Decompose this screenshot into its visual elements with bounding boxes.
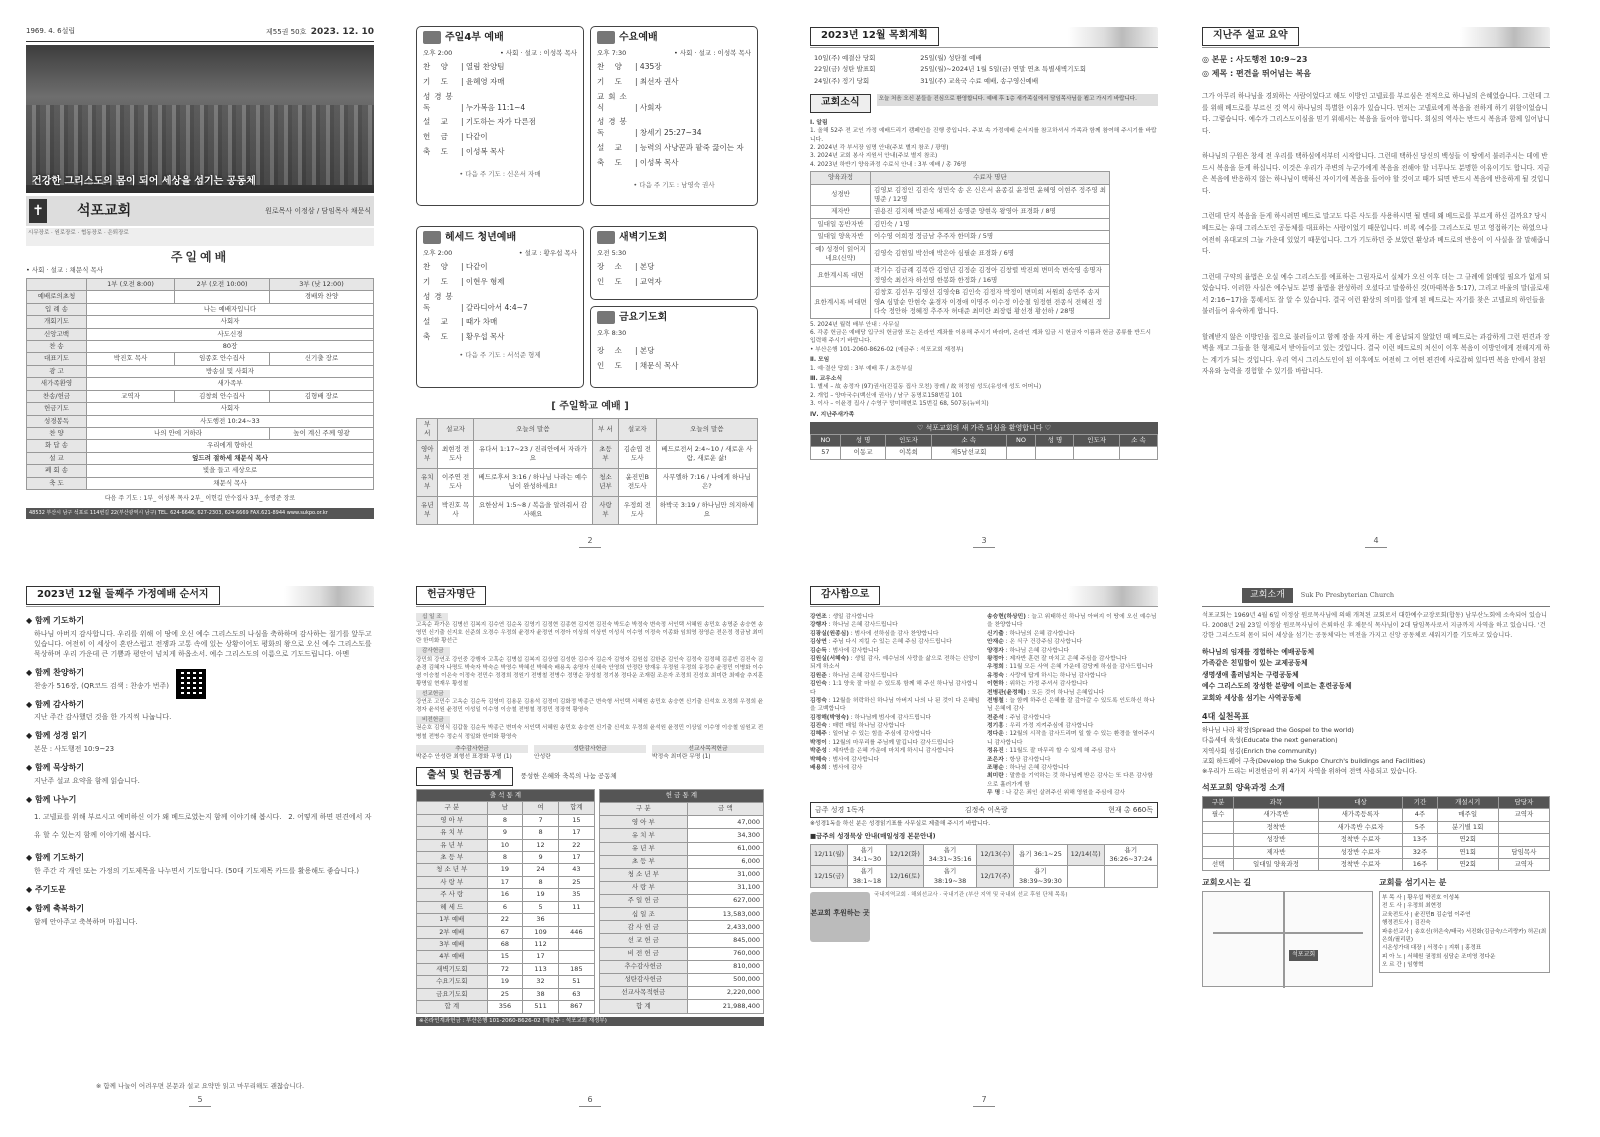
bible-reading-count: 금주 성경 1독자 김정숙 이옥랑 현재 총 660독	[810, 802, 1158, 818]
sermon-body: 그가 아무리 하나님을 경외하는 사람이었다고 해도 이방인 고넬료를 부르심은 전적으로 하나님의 은혜였습니다. 그런데 그를 위해 베드로를 부르신 것 역시 하나님의 특별한 이유가 있습니다. 먼저는 고넬료에게 복음을 전하게 하기 위함이었습니다. 그렇습니다. 예수가 그리스도이심을 믿기 위해서는 복음을 들어야 합니다. 회심의 역사는 반드시 복음과 함께 일어납니다. 하나님의 구원은 창세 전 우리를 택하심에서부터 시작합니다. 그런데 택하신 당신의 백성들 이 땅에서 불러주시는 데에 반드시 복음을 듣게 하십니다. 이것은 우리가 주변의 누군가에게 복음을 전해야 할 너무나도 분명한 이유이기도 합니다. 지금은 복음에 반응하지 않는 하나님이 택하신 자이기에 복음을 들어야 할 것이고 때가 되면 반드시 복음에 반응하게 될 것입니다. 그런데 단지 복음을 듣게 하시려면 베드로 말고도 다른 사도를 사용하시면 될 텐데 왜 베드로를 부르게 하신 걸까요? 당시 베드로는 유대 그리스도인 공동체를 대표하는 사람이었기 때문입니다. 비록 예수를 그리스도로 믿고 영접하기는 하였으나 여전히 유대교의 그늘 가운데 있었기 때문입니다. 그가 기도하던 중 보았던 환상과 베드로의 반응이 이 사실을 잘 말해줍니다. 그런데 구약의 율법은 오실 예수 그리스도를 예표하는 그림자로서 실체가 오신 이후 더는 그 규례에 얽매일 필요가 없게 되었습니다. 이러한 사실은 예수님도 분명 율법을 완성하러 오셨다고 말씀하신 것(마태복음 5:17), 그리고 바울의 말(골로새서 2:16~17)을 통해서도 잘 알 수 있습니다. 결국 이런 환상의 의미를 알게 된 베드로는 자기를 찾은 고넬료의 하인들을 불러들여 유숙하게 합니다. 할례받지 않은 이방인을 집으로 불러들이고 함께 잠을 자게 하는 게 용납되지 않았던 때 베드로는 과감하게 그런 편견과 장벽을 깨고 그들을 한 형제로서 받아들이고 있는 것입니다. 결국 이런 베드로의 처신이 이후 복음이 이방인에게 전해지게 하는 계기가 되는 것입니다. 우리 역시 그리스도인이 된 이후에도 여전히 그 어떤 편견에 사로잡혀 있다면 복음 안에서 참된 자유와 능력을 경험할 수 있기를 바랍니다.	[1202, 92, 1550, 376]
list-item: 강행자 : 하나님 은혜 감사드립니다	[810, 622, 898, 629]
service-title: 주일예배	[170, 250, 230, 265]
page-7	[810, 585, 1158, 1111]
sunday-school-title: [ 주일학교 예배 ]	[551, 401, 629, 412]
table-row: 성경반 김영보 김정인 김진숙 성민숙 송 온 신은서 윤종길 윤정연 윤혜영 이현주 정주영 최명준 / 12명	[811, 184, 1110, 206]
intro-english: Suk Po Presbyterian Church	[1300, 590, 1395, 599]
table-row: 화 답 송 우리에게 향하신	[27, 440, 374, 452]
table-row: 예) 성경이 읽어지네요(신약) 김영숙 김현일 박선애 박은아 심필순 표경화 / 6명	[811, 243, 1110, 265]
table-row: 찬송/헌금 교역자 김창희 안수집사 김형배 장로	[27, 390, 374, 402]
cover-motto: 건강한 그리스도의 몸이 되어 세상을 섬기는 공동체	[32, 175, 256, 187]
sermon-title: 지난주 설교 요약	[1202, 27, 1299, 46]
box-title: 주일4부 예배	[445, 32, 504, 43]
new-family-table: NO 성 명 인도자 소 속 NO 성 명 인도자 소 속 57 이동교 이복희 제5남선교회	[810, 434, 1158, 460]
table-row: 예배로의초청 경배와 찬양	[27, 291, 374, 303]
flower-decoration	[284, 586, 374, 606]
table-row: 유치부 이주연 전도사 베드로후서 3:16 / 하나님 나라는 예수님이 완성하세요! 청소년부 윤진민B 전도사 사무엘하 7:16 / 나에게 하나님은?	[417, 468, 758, 496]
attendance-table: 출 석 통 계 구 분 남 여 합계 영 아 부 8 7 15 유 치 부 9 8 17 유 년 부 10 12 22 초 등 부 8 9 17 청 소 년 부 19 24 43 사 랑 부 17 8 25 주 사 랑 16 19 35 헤 세 드 6 5 11 1부 예배 22 36 2부 예배 67 109 446 3부 예배 68 112 4부 예배 15 17 새벽기도회 72 113 185 수요기도회 19 32 51 금요기도회 25 38 63 합 계 356 511 867	[416, 789, 595, 1014]
table-row: 새벽기도회 72 113 185	[417, 963, 595, 975]
table-row: 개회기도 사회자	[27, 316, 374, 328]
list-item: 김정숙 : 12월을 허락하신 하나님 아버지 나의 나 된 것이 다 은혜임을 고백합니다	[810, 697, 980, 713]
service-box-dawn: 새벽기도회 오전 5:30 장 소 | 본당 인 도 | 교역자	[590, 226, 758, 300]
offering-stats-table: 헌 금 통 계 구 분 금 액 영 아 부 47,000 유 치 부 34,300 유 년 부 61,000 초 등 부 6,000 청 소 년 부 31,000 사 랑 부 31,100 주 일 헌 금 627,000 십 일 조 13,583,000 감 사 헌 금 2,433,000 선 교 헌 금 845,000 비 전 헌 금 760,000 추수감사헌금 810,000 성탄감사헌금 500,000 선교사목적헌금 2,220,000 합 계 21,988,400	[599, 789, 764, 1014]
page-3: 2023년 12월 목회계획 10일(주) 예결산 당회 25일(월) 성탄절 예배 22일(금) 성탄 발표회 25일(월)~2024년 1월 5일(금) 연말 연초 특별새벽기도회 24일(주) 정기 당회 31일(주) 교육국 수료 예배, 송구영신예배 교회소식 오늘 처음 오신 분들을 진심으로 환영합니다. 예배 후 1층 새가족실에서 담임목사님을 뵙고 가시기 바랍니다. Ⅰ. 알림 1. 올해 52주 전 교인 가정 예배드리기 캠페인을 진행 중입니다. 주보 속 가정예배 순서지를 참고하셔서 가족과 함께 참여해 주시기를 바랍니다. 2. 2024년 각 부서장 임명 안내(주보 별지 참조 / 광명) 3. 2024년 교회 봉사 지원서 안내(주보 별지 참조) 4. 2023년 하반기 양육과정 수료식 안내 : 3부 예배 / 총 76명 양육과정 수료자 명단 성경반 김영보 김정인 김진숙 성민숙 송 온 신은서 윤종길 윤정연 윤혜영 이현주 정주영 최명준 / 12명 제자반 권용진 김지해 박준성 배재선 송명준 양현옥 왕영아 표경화 / 8명 일대일 동반자반 김민숙 / 1명 일대일 양육자반 이수영 이희정 정금남 추주자 한미화 / 5명 예) 성경이 읽어지네요(신약) 김영숙 김현일 박선애 박은아 심필순 표경화 / 6명 요한계시록 대면 곽기수 김금례 김복란 김엄년 김정순 김정아 김창렬 박진희 변미숙 변숙영 송명자 정영숙 최선자 하선영 한봉화 한정화 / 16명 요한계시록 비대면 김창호 김선우 김영선 김영숙B 김인숙 김정자 박정이 변미희 서원희 송민주 송지영A 심말순 안현숙 윤경자 이경애 이명주 이수정 이승철 임정현 전종식 전혜진 정다숙 정안하 정혜정 추주자 허대준 최미란 최장림 황선경 황선하 / 28명 5. 2024년 월력 배부 안내 : 사무실 6. 각종 헌금은 예배당 입구의 헌금함 또는 온라인 계좌를 이용해 주시기 바라며, 온라인 계좌 입금 시 헌금자 이름과 헌금 종류를 반드시 입력해 주시기 바랍니다. • 부산은행 101-2060-8626-02 (예금주 : 석포교회 재정부) Ⅱ. 모임 1. 예·결산 당회 : 3부 예배 후 / 초등부실 Ⅲ. 교우소식 1. 별세 – 故 송정자 (97)권사(진길동 집사 모친) 장례 / 故 허정임 성도(유성애 성도 어머니) 2. 개업 – 양마국수(백신애 권사) / 남구 동명로158번길 101 3. 이사 – 이윤경 집사 / 수영구 망미해변로 15번길 68, 507동(뉴비치) Ⅳ. 지난주새가족 ♡ 석포교회의 새 가족 되심을 환영합니다 ♡ NO 성 명 인도자 소 속 NO 성 명 인도자 소 속 57 이동교 이복희 제5남선교회 3	[810, 26, 1158, 552]
thanks-title: 감사함으로	[810, 586, 880, 605]
list-item: 최미란 : 말씀을 기억하는 것 하나님께 받은 감사는 또 다른 감사함으로 흘러가게 함	[987, 773, 1153, 788]
news-title: 교회소식	[810, 94, 871, 113]
table-row: 초 등 부 6,000	[599, 855, 763, 868]
list-item: 안재순 : 온 식구 건강주심 감사합니다	[987, 639, 1083, 646]
cross-logo: ✝	[29, 199, 47, 223]
list-item: 배용희 : 범사에 감사	[810, 765, 863, 772]
sermon-text: ◎ 본문 : 사도행전 10:9~23	[1202, 55, 1308, 64]
col-3: 3부 (낮 12:00)	[270, 278, 374, 290]
list-item: 김상연 : 주님 다시 지킬 수 있는 은혜 주심 감사드립니다	[810, 639, 952, 646]
table-row: 일대일 양육자반 이수영 이희정 정금남 추주자 한미화 / 5명	[811, 231, 1110, 243]
table-row: 대표기도 박진호 목사 임종호 안수집사 신기출 장로	[27, 353, 374, 365]
list-item: 무 명 : 나 같은 죄인 살려주신 위해 영원을 주심에 감사	[987, 790, 1126, 797]
reading-table: 12/11(월) 욥기 34:1~30 12/12(화) 욥기 34:31~35:16 12/13(수) 욥기 36:1~25 12/14(목) 욥기 36:26~37:24 12/15(금) 욥기 38:1~18 12/16(토) 욥기 38:19~38 12/17(주) 욥기 38:39~39:30	[810, 844, 1158, 889]
table-row: 57 이동교 이복희 제5남선교회	[811, 447, 1158, 459]
list-item: 송승현(하상민) : 늘고 위태하신 하나님 아버지 이 땅에 오신 예수님을 찬양합니다	[987, 614, 1157, 629]
church-map[interactable]	[1202, 891, 1373, 987]
table-row: 성장반 정착반 수료자 13주 연2회	[1203, 834, 1550, 846]
offering-list: 십 일 조 고옥순 곽가은 김병선 김복지 김수연 김순옥 김영기 김정현 김종현 김지현 김진숙 박도순 박정숙 변숙정 서인택 서혜원 송민호 송명준 송승현 송영민 신기출 신지호 신준희 오경수 우정희 윤경자 윤정연 이경아 이상희 이상빈 이성식 이수영 이정숙 이종화 임희영 장영순 전은정 정금남 최미란 한미화 황선근 감사헌금 강민희 강연조 강인중 강행자 고혹순 김병섭 김복지 김상엽 김성한 김수자 김순자 김영자 김원섭 김한준 김인숙 김정숙 김정혜 김종빈 김진숙 김춘경 김혜자 나명도 박숙자 박숙순 박영수 박혜선 박혜숙 배용옥 송명자 신혜숙 안영희 안정란 양재유 우정원 우정희 유정수 윤정민 이병화 이수영 이승철 이은숙 이정숙 전민수 정경희 정원기 전병철 전병수 정명순 장성철 정기봉 정다운 조재림 조은자 조정희 진성호 최미란 최예슬 추지훈 황명일 현재우 황성철 선교헌금 강연조 고민수 고옥순 김순득 김영미 김용문 김용석 김정미 김화정 박종근 변숙형 서인택 서혜원 송민호 송승현 신기출 신석호 오정희 우정희 윤경자 윤석원 윤정민 이성일 이수영 이승철 전병철 정정민 정장혁 황영숙 비전헌금 권순호 김영식 김갑돌 김순득 박종근 변미숙 서인택 서혜원 송민호 송승현 신기출 신석호 우정희 윤석원 윤정민 이상일 이수영 이승철 임원교 전병철 전병수 정순식 정일화 한미화 황영숙	[416, 614, 764, 740]
stats-title: 출석 및 헌금통계	[416, 767, 513, 786]
next-prayer: 다음 주 기도 : 1부_ 이성복 목사 2부_ 이헌길 안수집사 3부_ 송명준 장로	[104, 495, 296, 503]
table-row: 제자반 성장반 수료자 32주 연1회 담임목사	[1203, 846, 1550, 858]
table-row: 헌금기도 사회자	[27, 403, 374, 415]
news-intro: 오늘 처음 오신 분들을 진심으로 환영합니다. 예배 후 1층 새가족실에서 담임목사님을 뵙고 가시기 바랍니다.	[877, 94, 1158, 106]
church-name: 석포교회	[77, 202, 132, 219]
table-row: 요한계시록 비대면 김창호 김선우 김영선 김영숙B 김인숙 김정자 박정이 변미희 서원희 송민주 송지영A 심말순 안현숙 윤경자 이경애 이명주 이수정 이승철 임정현 전종식 전혜진 정다숙 정안하 정혜정 추주자 허대준 최미란 최장림 황선경 황선하 / 28명	[811, 287, 1110, 318]
table-row: 초 등 부 8 9 17	[417, 852, 595, 864]
box-title: 금요기도회	[619, 312, 668, 323]
table-row: 2부 예배 67 109 446	[417, 926, 595, 938]
box-title: 새벽기도회	[619, 232, 668, 243]
flower-decoration	[1460, 27, 1550, 47]
table-row: 사 랑 부 31,100	[599, 881, 763, 894]
staff-title: 교회를 섬기시는 분	[1379, 878, 1447, 888]
service-box-youth: 헤세드 청년예배 오후 2:00 • 설교 : 황우섭 목사 찬 양 | 다같이 기 도 | 이현우 형제 성경봉독 | 갈라디아서 4:4~7 설 교 | 때가 차매 축 도 | 황우섭 목사 • 다음 주 기도 : 서석준 형제	[416, 226, 584, 388]
page-number: 2	[416, 535, 764, 548]
table-row: 광 고 방송실 및 사회자	[27, 365, 374, 377]
intro-text: 석포교회는 1969년 4월 6일 이정삼 원로목사님에 의해 개척된 교회로서 대한예수교장로회(합동) 남부산노회에 소속되어 있습니다. 2008년 2월 23일 이정삼 원로목사님이 은퇴하신 후 채문식 목사님이 2대 담임목사로서 지금까지 사역을 하고 있습니다. '건강한 그리스도의 몸이 되어 세상을 섬기는 공동체'라는 비전을 가지고 신앙 공동체로 세워지기를 기도하고 있습니다.	[1202, 612, 1547, 639]
list-item: 조평순 : 하나님 은혜 감사합니다	[987, 765, 1070, 772]
course-title: 석포교회 양육과정 소개	[1202, 783, 1285, 793]
page-number: 6	[416, 1094, 764, 1107]
map-church-marker: 석포교회	[1289, 950, 1318, 961]
table-row: 영아부 최현정 전도사 유다서 1:17~23 / 진리안에서 자라가요 초등부 김순엽 전도사 베드로전서 2:4~10 / 새로운 사람, 새로운 삶!	[417, 440, 758, 468]
table-row: 영 아 부 8 7 15	[417, 814, 595, 826]
flower-decoration	[1068, 586, 1158, 606]
page-1: 1969. 4. 6설립 제55권 50호 2023. 12. 10 건강한 그리스도의 몸이 되어 세상을 섬기는 공동체 ✝ 석포교회 원로목사 이정삼 / 담임목사 채문식 시무장로 · 원로장로 · 협동장로 · 은퇴장로 주일예배 • 사회 · 설교 : 채문식 목사 1부 (오전 8:00) 2부 (오전 10:00) 3부 (낮 12:00) 예배로의초청 경배와 찬양 입 례 송 나는 예배자입니다 개회기도 사회자 신앙고백 사도신경 찬 송 80장 대표기도 박진호 목사 임종호 안수집사 신기출 장로 광 고 방송실 및 사회자 새가족환영 새가족부 찬송/헌금 교역자 김창희 안수집사 김형배 장로 헌금기도 사회자 성경봉독 사도행전 10:24~33 찬 양 나의 안에 거하라 높이 계신 주께 영광 화 답 송 우리에게 향하신 설 교 엎드려 절하세 채문식 목사 폐 회 송 빛을 들고 세상으로 축 도 채문식 목사 다음 주 기도 : 1부_ 이성복 목사 2부_ 이헌길 안수집사 3부_ 송명준 장로 48532 부산시 남구 석포로 114번길 22(부산광역시 남구) TEL. 624-6646, 627-2303, 624-6669 FAX.621-8944 www.sukpo.or.kr	[26, 26, 374, 552]
thanks-left-list	[810, 613, 981, 798]
qr-code-icon[interactable]	[176, 669, 206, 699]
bible-icon	[423, 31, 441, 44]
sunday-school-table: 부 서 설교자 오늘의 말씀 부 서 설교자 오늘의 말씀 영아부 최현정 전도사 유다서 1:17~23 / 진리안에서 자라가요 초등부 김순엽 전도사 베드로전서 2:4~10 / 새로운 사람, 새로운 삶! 유치부 이주연 전도사 베드로후서 3:16 / 하나님 나라는 예수님이 완성하세요! 청소년부 윤진민B 전도사 사무엘하 7:16 / 나에게 하나님은? 유년부 박진호 목사 요한삼서 1:5~8 / 복음을 알려줘서 감사해요 사랑부 우정희 전도사 하박국 3:19 / 하나님만 의지하세요	[416, 418, 758, 525]
bulletin-date: 2023. 12. 10	[310, 27, 374, 37]
flower-decoration	[1068, 27, 1158, 47]
bible-icon	[597, 31, 615, 44]
table-row: 성탄감사헌금 500,000	[599, 973, 763, 986]
box-title: 헤세드 청년예배	[445, 232, 517, 243]
page-number: 7	[810, 1094, 1158, 1107]
plan-title: 2023년 12월 목회계획	[810, 27, 939, 46]
news-list: Ⅰ. 알림 1. 올해 52주 전 교인 가정 예배드리기 캠페인을 진행 중입니다. 주보 속 가정예배 순서지를 참고하셔서 가족과 함께 참여해 주시기를 바랍니다. 2. 2024년 각 부서장 임명 안내(주보 별지 참조 / 광명) 3. 2024년 교회 봉사 지원서 안내(주보 별지 참조) 4. 2023년 하반기 양육과정 수료식 안내 : 3부 예배 / 총 76명 양육과정 수료자 명단 성경반 김영보 김정인 김진숙 성민숙 송 온 신은서 윤종길 윤정연 윤혜영 이현주 정주영 최명준 / 12명 제자반 권용진 김지해 박준성 배재선 송명준 양현옥 왕영아 표경화 / 8명 일대일 동반자반 김민숙 / 1명 일대일 양육자반 이수영 이희정 정금남 추주자 한미화 / 5명 예) 성경이 읽어지네요(신약) 김영숙 김현일 박선애 박은아 심필순 표경화 / 6명 요한계시록 대면 곽기수 김금례 김복란 김엄년 김정순 김정아 김창렬 박진희 변미숙 변숙영 송명자 정영숙 최선자 하선영 한봉화 한정화 / 16명 요한계시록 비대면 김창호 김선우 김영선 김영숙B 김인숙 김정자 박정이 변미희 서원희 송민주 송지영A 심말순 안현숙 윤경자 이경애 이명주 이수정 이승철 임정현 전종식 전혜진 정다숙 정안하 정혜정 추주자 허대준 최미란 최장림 황선경 황선하 / 28명 5. 2024년 월력 배부 안내 : 사무실 6. 각종 헌금은 예배당 입구의 헌금함 또는 온라인 계좌를 이용해 주시기 바라며, 온라인 계좌 입금 시 헌금자 이름과 헌금 종류를 반드시 입력해 주시기 바랍니다. • 부산은행 101-2060-8626-02 (예금주 : 석포교회 재정부) Ⅱ. 모임 1. 예·결산 당회 : 3부 예배 후 / 초등부실 Ⅲ. 교우소식 1. 별세 – 故 송정자 (97)권사(진길동 집사 모친) 장례 / 故 허정임 성도(유성애 성도 어머니) 2. 개업 – 양마국수(백신애 권사) / 남구 동명로158번길 101 3. 이사 – 이윤경 집사 / 수영구 망미해변로 15번길 68, 507동(뉴비치) Ⅳ. 지난주새가족	[810, 119, 1157, 418]
service-box-4th: 주일4부 예배 오후 2:00 • 사회 · 설교 : 이성복 목사 찬 양 | 열림 찬양팀 기 도 | 윤혜영 자매 성경봉독 | 누가복음 11:1~4 설 교 | 기도하는 자가 다른점 헌 금 | 다같이 축 도 | 이성복 목사 • 다음 주 기도 : 신은서 자매	[416, 26, 584, 206]
pastors: 원로목사 이정삼 / 담임목사 채문식	[265, 206, 371, 215]
table-row: 축 도 채문식 목사	[27, 477, 374, 489]
support-badge: 본교회 후원하는 곳	[810, 892, 870, 942]
table-row: 찬 송 80장	[27, 340, 374, 352]
list-item: 우정희 : 11월 모든 사역 은혜 가운데 감당케 하심을 감사드립니다	[987, 664, 1153, 671]
page-5: 2023년 12월 둘째주 가정예배 순서지 ◆ 함께 기도하기 하나님 아버지 감사합니다. 우리를 위해 이 땅에 오신 예수 그리스도의 나심을 축하하며 감사하는 절기를 앞두고 있습니다. 여전히 이 세상이 혼란스럽고 전쟁과 고통 속에 있는 상황이어도 평화의 왕으로 오신 예수 그리스도를 묵상하며 우리 가운데 큰 기쁨과 평안이 넘치게 하옵소서. 예수 그리스도의 이름으로 기도드립니다. 아멘 ◆ 함께 찬양하기 찬송가 516장, (QR코드 검색 : 찬송가 번주) ◆ 함께 감사하기 지난 주간 감사했던 것을 한 가지씩 나눕니다. ◆ 함께 성경 읽기 본문 : 사도행전 10:9~23 ◆ 함께 묵상하기 지난주 설교 요약을 함께 읽습니다. ◆ 함께 나누기 1. 고넬료를 위해 부르시고 예비하신 이가 왜 베드로였는지 함께 이야기해 봅시다. 2. 어떻게 하면 편견에서 자유 할 수 있는지 함께 이야기해 봅시다. ◆ 함께 기도하기 한 주간 각 개인 또는 가정의 기도제목을 나누면서 기도합니다. (50대 기도제목 카드를 활용해도 좋습니다.) ◆ 주기도문 ◆ 함께 축복하기 함께 안아주고 축복하며 마칩니다. ※ 함께 나눌이 어려우면 본문과 설교 요약만 읽고 마무리해도 괜찮습니다. 5	[26, 585, 374, 1111]
table-row: 영 아 부 47,000	[599, 816, 763, 829]
table-row: 합 계 356 511 867	[417, 1001, 595, 1013]
online-account: ※온라인계좌헌금 : 부산은행 101-2060-8626-02 (예금주 : 석포교회 재정부)	[416, 1017, 764, 1027]
table-row: 주 사 랑 16 19 35	[417, 889, 595, 901]
page-6: 헌금자명단 십 일 조 고옥순 곽가은 김병선 김복지 김수연 김순옥 김영기 김정현 김종현 김지현 김진숙 박도순 박정숙 변숙정 서인택 서혜원 송민호 송명준 송승현 송영민 신기출 신지호 신준희 오경수 우정희 윤경자 윤정연 이경아 이상희 이상빈 이성식 이수영 이정숙 이종화 임희영 장영순 전은정 정금남 최미란 한미화 황선근 감사헌금 강민희 강연조 강인중 강행자 고혹순 김병섭 김복지 김상엽 김성한 김수자 김순자 김영자 김원섭 김한준 김인숙 김정숙 김정혜 김종빈 김진숙 김춘경 김혜자 나명도 박숙자 박숙순 박영수 박혜선 박혜숙 배용옥 송명자 신혜숙 안영희 안정란 양재유 우정원 우정희 유정수 윤정민 이병화 이수영 이승철 이은숙 이정숙 전민수 정경희 정원기 전병철 전병수 정명순 장성철 정기봉 정다운 조재림 조은자 조정희 진성호 최미란 최예슬 추지훈 황명일 현재우 황성철 선교헌금 강연조 고민수 고옥순 김순득 김영미 김용문 김용석 김정미 김화정 박종근 변숙형 서인택 서혜원 송민호 송승현 신기출 신석호 오정희 우정희 윤경자 윤석원 윤정민 이성일 이수영 이승철 전병철 정정민 정장혁 황영숙 비전헌금 권순호 김영식 김갑돌 김순득 박종근 변미숙 서인택 서혜원 송민호 송승현 신기출 신석호 우정희 윤석원 윤정민 이상일 이수영 이승철 임원교 전병철 전병수 정순식 정일화 한미화 황영숙 추수감사헌금 박준수 안성란 최형선 표경화 무명 (1) 성탄감사헌금 안성란 선교사목적헌금 박정숙 최미란 무명 (1) 출석 및 헌금통계 풍성한 은혜와 축복의 나눔 공동체 출 석 통 계 구 분 남 여 합계 영 아 부 8 7 15 유 치 부 9 8 17 유 년 부 10 12 22 초 등 부 8 9 17 청 소 년 부 19 24 43 사 랑 부 17 8 25 주 사 랑 16 19 35 헤 세 드 6 5 11 1부 예배 22 36 2부 예배 67 109 446 3부 예배 68 112 4부 예배 15 17 새벽기도회 72 113 185 수요기도회 19 32 51 금요기도회 25 38 63 합 계 356 511 867 헌 금 통 계 구 분 금 액 영 아 부 47,000 유 치 부 34,300 유 년 부 61,000 초 등 부 6,000 청 소 년 부 31,000 사 랑 부 31,100 주 일 헌 금 627,000 십 일 조 13,583,000 감 사 헌 금 2,433,000 선 교 헌 금 845,000 비 전 헌 금 760,000 추수감사헌금 810,000 성탄감사헌금 500,000 선교사목적헌금 2,220,000 합 계 21,988,400 ※온라인계좌헌금 : 부산은행 101-2060-8626-02 (예금주 : 석포교회 재정부) 6	[416, 585, 764, 1111]
list-item: 전병관(윤정혜) : 모든 것이 하나님 은혜입니다	[987, 689, 1105, 696]
table-row: 폐 회 송 빛을 들고 세상으로	[27, 465, 374, 477]
table-row: 필수 새가족반 새가족등록자 4주 매주일 교역자	[1203, 809, 1550, 821]
bible-icon	[423, 231, 441, 244]
table-row: 성경봉독 사도행전 10:24~33	[27, 415, 374, 427]
table-row: 헤 세 드 6 5 11	[417, 901, 595, 913]
table-row: 4부 예배 15 17	[417, 951, 595, 963]
directions-title: 교회오시는 길	[1202, 878, 1252, 888]
page-8: 교회소개 Suk Po Presbyterian Church 석포교회는 1969년 4월 6일 이정삼 원로목사님에 의해 개척된 교회로서 대한예수교장로회(합동) 남부산노회에 소속되어 있습니다. 2008년 2월 23일 이정삼 원로목사님이 은퇴하신 후 채문식 목사님이 2대 담임목사로서 지금까지 사역을 하고 있습니다. '건강한 그리스도의 몸이 되어 세상을 섬기는 공동체'라는 비전을 가지고 신앙 공동체로 세워지기를 기도하고 있습니다. 하나님의 임재를 경험하는 예배공동체 가족같은 친밀함이 있는 교제공동체 생명생애 흘러넘치는 구령공동체 예수 그리스도의 장성한 분량에 이르는 훈련공동체 교회와 세상을 섬기는 사역공동체 4대 실천목표 하나님 나라 확장(Spread the Gospel to the world) 다음세대 육성(Educate the next generation) 지역사회 섬김(Enrich the community) 교회 하드웨어 구축(Develop the Sukpo Church's buildings and Facilities) ※우리가 드리는 비전헌금이 위 4가지 사역을 위하여 전액 사용되고 있습니다. 석포교회 양육과정 소개 구분 과목 대상 기간 개설시기 담당자 필수 새가족반 새가족등록자 4주 매주일 교역자 정착반 새가족반 수료자 5주 분기별 1회 성장반 정착반 수료자 13주 연2회 제자반 성장반 수료자 32주 연1회 담임목사 선택 일대일 양육과정 정착반 수료자 16주 연2회 교역자 교회오시는 길 석포교회 교회를 섬기시는 분 부 목 사 | 황우섭 박진호 이성복 전 도 사 | 우정희 최현정 교육전도사 | 윤진민B 김순엽 이주연 행정전도사 | 김진숙 파송선교사 | 송호신(허은숙/태국) 서진화(김금숙/스리랑카) 허곤(최은희/필리핀) 시온성가대 대장 | 서정수 | 지휘 | 홍정표 피 아 노 | 서혜원 권정희 심담순 조미영 정다운 오 르 간 | 임형혁	[1202, 585, 1550, 1111]
col-2: 2부 (오전 10:00)	[175, 278, 270, 290]
table-row: 설 교 엎드려 절하세 채문식 목사	[27, 452, 374, 464]
goals-title: 4대 실천목표	[1202, 711, 1249, 724]
list-item: 박혜숙 : 범사에 감사합니다	[810, 756, 880, 763]
service-box-wed: 수요예배 오후 7:30 • 사회 · 설교 : 이성복 목사 찬 양 | 435장 기 도 | 최선자 권사 교회소식 | 사회자 성경봉독 | 창세기 25:27~34 설 교 | 능력의 사냥꾼과 팥죽 끓이는 자 축 도 | 이성복 목사 • 다음 주 기도 : 남영숙 권사	[590, 26, 758, 206]
list-item: 신기출 : 하나님의 은혜 감사합니다	[987, 630, 1075, 637]
service-box-fri: 금요기도회 오후 8:30 장 소 | 본당 인 도 | 채문식 목사	[590, 306, 758, 388]
list-item: 박정이 : 12월의 마무리를 주님께 맡깁니다 감사드립니다	[810, 739, 954, 746]
col-1: 1부 (오전 8:00)	[87, 278, 175, 290]
page-number: 3	[810, 535, 1158, 548]
table-row: 수요기도회 19 32 51	[417, 976, 595, 988]
cover-photo	[26, 45, 374, 193]
list-item: 김광실(원종심) : 범사에 선하심을 감사 찬양합니다	[810, 630, 939, 637]
page-2	[416, 26, 764, 552]
table-row: 입 례 송 나는 예배자입니다	[27, 303, 374, 315]
table-row: 신앙고백 사도신경	[27, 328, 374, 340]
table-row: 새가족환영 새가족부	[27, 378, 374, 390]
support-list: 국내지역교회 · 해외선교사 · 국내기관 (부산 지역 및 국내외 선교 후원 단체 목록)	[874, 892, 1068, 899]
staff-list: 부 목 사 | 황우섭 박진호 이성복 전 도 사 | 우정희 최현정 교육전도사 | 윤진민B 김순엽 이주연 행정전도사 | 김진숙 파송선교사 | 송호신(허은숙/태국) 서진화(김금숙/스리랑카) 허곤(최은희/필리핀) 시온성가대 대장 | 서정수 | 지휘 | 홍정표 피 아 노 | 서혜원 권정희 심담순 조미영 정다운 오 르 간 | 임형혁	[1379, 891, 1550, 973]
bible-icon	[597, 231, 615, 244]
thanks-right-list	[987, 613, 1158, 798]
table-row: 1부 예배 22 36	[417, 914, 595, 926]
welcome-banner: ♡ 석포교회의 새 가족 되심을 환영합니다 ♡	[810, 422, 1158, 434]
list-item: 전병철 : 늘 함께 하주신 은혜를 잘 갚아갈 수 있도록 인도하신 하나님 은혜에 감사	[987, 697, 1155, 713]
table-row: 정착반 새가족반 수료자 5주 분기별 1회	[1203, 821, 1550, 833]
box-title: 수요예배	[619, 32, 658, 43]
reading-title: ■금주의 성경묵상 안내(매일성경 본문안내)	[810, 832, 936, 841]
table-row: 유 년 부 10 12 22	[417, 839, 595, 851]
table-row: 비 전 헌 금 760,000	[599, 947, 763, 960]
table-row: 사 랑 부 17 8 25	[417, 876, 595, 888]
table-row: 청 소 년 부 19 24 43	[417, 864, 595, 876]
family-worship-note: ※ 함께 나눌이 어려우면 본문과 설교 요약만 읽고 마무리해도 괜찮습니다.	[95, 1081, 305, 1090]
table-row: 십 일 조 13,583,000	[599, 908, 763, 921]
list-item: 강연조 : 생일 감사합니다	[810, 614, 874, 620]
reading-note: ※성경1독을 하신 분은 성경읽기표를 사무실로 제출해 주시기 바랍니다.	[810, 820, 991, 827]
training-table: 양육과정 수료자 명단 성경반 김영보 김정인 김진숙 성민숙 송 온 신은서 윤종길 윤정연 윤혜영 이현주 정주영 최명준 / 12명 제자반 권용진 김지해 박준성 배재선 송명준 양현옥 왕영아 표경화 / 8명 일대일 동반자반 김민숙 / 1명 일대일 양육자반 이수영 이희정 정금남 추주자 한미화 / 5명 예) 성경이 읽어지네요(신약) 김영숙 김현일 박선애 박은아 심필순 표경화 / 6명 요한계시록 대면 곽기수 김금례 김복란 김엄년 김정순 김정아 김창렬 박진희 변미숙 변숙영 송명자 정영숙 최선자 하선영 한봉화 한정화 / 16명 요한계시록 비대면 김창호 김선우 김영선 김영숙B 김인숙 김정자 박정이 변미희 서원희 송민주 송지영A 심말순 안현숙 윤경자 이경애 이명주 이수정 이승철 임정현 전종식 전혜진 정다숙 정안하 정혜정 추주자 허대준 최미란 최장림 황선경 황선하 / 28명	[810, 171, 1110, 318]
table-row: 선교사목적헌금 2,220,000	[599, 987, 763, 1000]
table-row: 요한계시록 대면 곽기수 김금례 김복란 김엄년 김정순 김정아 김창렬 박진희 변미숙 변숙영 송명자 정영숙 최선자 하선영 한봉화 한정화 / 16명	[811, 265, 1110, 287]
service-officiant: • 사회 · 설교 : 채문식 목사	[26, 266, 103, 275]
table-row: 유 년 부 61,000	[599, 842, 763, 855]
issue-number: 제55권 50호	[266, 28, 307, 36]
list-item: 김진숙 : 매번 매일 하나님 감사합니다	[810, 723, 906, 730]
intro-title: 교회소개	[1242, 588, 1293, 603]
table-row: 청 소 년 부 31,000	[599, 868, 763, 881]
list-item: 정유진 : 11월도 잘 마무리 할 수 있게 해 주심 감사	[987, 748, 1116, 755]
list-item: 김순득 : 범사에 감사합니다	[810, 647, 880, 654]
stats-subtitle: 풍성한 은혜와 축복의 나눔 공동체	[520, 771, 617, 780]
offering-title: 헌금자명단	[416, 586, 486, 605]
page-number: 5	[26, 1094, 374, 1107]
table-row: 합 계 21,988,400	[599, 1000, 763, 1013]
list-item: 유정숙 : 사랑에 답게 하시는 하나님 감사합니다	[987, 672, 1107, 679]
service-order-table	[26, 278, 374, 490]
list-item: 전준석 : 주님 감사합니다	[987, 714, 1051, 721]
list-item: 박준성 : 제자반을 은혜 가운데 마치게 하시니 감사합니다	[810, 748, 954, 755]
table-row: 감 사 헌 금 2,433,000	[599, 921, 763, 934]
church-address: 48532 부산시 남구 석포로 114번길 22(부산광역시 남구) TEL. 624-6646, 627-2303, 624-6669 FAX.621-8944 www.sukpo.or.kr	[26, 508, 374, 519]
table-row: 일대일 동반자반 김민숙 / 1명	[811, 218, 1110, 230]
list-item: 정기홍 : 우리 가정 지켜주심에 감사합니다	[987, 723, 1094, 730]
table-row: 제자반 권용진 김지해 박준성 배재선 송명준 양현옥 왕영아 표경화 / 8명	[811, 206, 1110, 218]
table-row: 선 교 헌 금 845,000	[599, 934, 763, 947]
list-item: 조은자 : 항상 감사합니다	[987, 756, 1051, 763]
page-4	[1202, 26, 1550, 552]
list-item: 양경자 : 하나님 은혜 감사합니다	[987, 647, 1070, 654]
list-item: 왕정아 : 제자반 훈련 잘 마치고 은혜 주심을 감사합니다	[987, 655, 1127, 662]
table-row: 찬 양 나의 안에 거하라 높이 계신 주께 영광	[27, 427, 374, 439]
table-row: 금요기도회 25 38 63	[417, 988, 595, 1000]
course-table: 구분 과목 대상 기간 개설시기 담당자 필수 새가족반 새가족등록자 4주 매주일 교역자 정착반 새가족반 수료자 5주 분기별 1회 성장반 정착반 수료자 13주 연2회 제자반 성장반 수료자 32주 연1회 담임목사 선택 일대일 양육과정 정착반 수료자 16주 연2회 교역자	[1202, 796, 1550, 872]
list-item: 정다운 : 12월의 시작을 감사드리며 일 할 수 있는 환경을 열어주시니 감사합니다	[987, 731, 1155, 746]
table-row: 주 일 헌 금 627,000	[599, 895, 763, 908]
list-item: 김정해(박영숙) : 하나님께 범사에 감사드립니다	[810, 714, 932, 721]
table-row: 유 치 부 34,300	[599, 829, 763, 842]
bible-icon	[597, 311, 615, 324]
list-item: 김인숙 : 1:1 양육 잘 마칠 수 있도록 함께 해 주신 하나님 감사합니다	[810, 681, 978, 696]
table-row: 선택 일대일 양육과정 정착반 수료자 16주 연2회 교역자	[1203, 859, 1550, 871]
sermon-subject: ◎ 제목 : 편견을 뛰어넘는 복음	[1202, 68, 1312, 78]
list-item: 김원준 : 하나님 은혜 감사드립니다	[810, 672, 898, 679]
table-row: 유 치 부 9 8 17	[417, 827, 595, 839]
table-row: 유년부 박진호 목사 요한삼서 1:5~8 / 복음을 알려줘서 감사해요 사랑부 우정희 전도사 하박국 3:19 / 하나님만 의지하세요	[417, 496, 758, 524]
table-row: 추수감사헌금 810,000	[599, 960, 763, 973]
founded-date: 1969. 4. 6설립	[26, 27, 76, 35]
list-item: 김혜주 : 일어날 수 있는 힘을 주심에 감사합니다	[810, 731, 932, 738]
table-row: 3부 예배 68 112	[417, 938, 595, 950]
list-item: 이현하 : 위하는 가정 주셔서 감사합니다	[987, 681, 1088, 688]
family-worship-title: 2023년 12월 둘째주 가정예배 순서지	[26, 586, 220, 605]
list-item: 김원실(서혜숙) : 생일 감사, 예수님의 사랑을 삶으로 전하는 신앙이 되게 하소서	[810, 655, 980, 671]
page-number: 4	[1202, 535, 1550, 548]
